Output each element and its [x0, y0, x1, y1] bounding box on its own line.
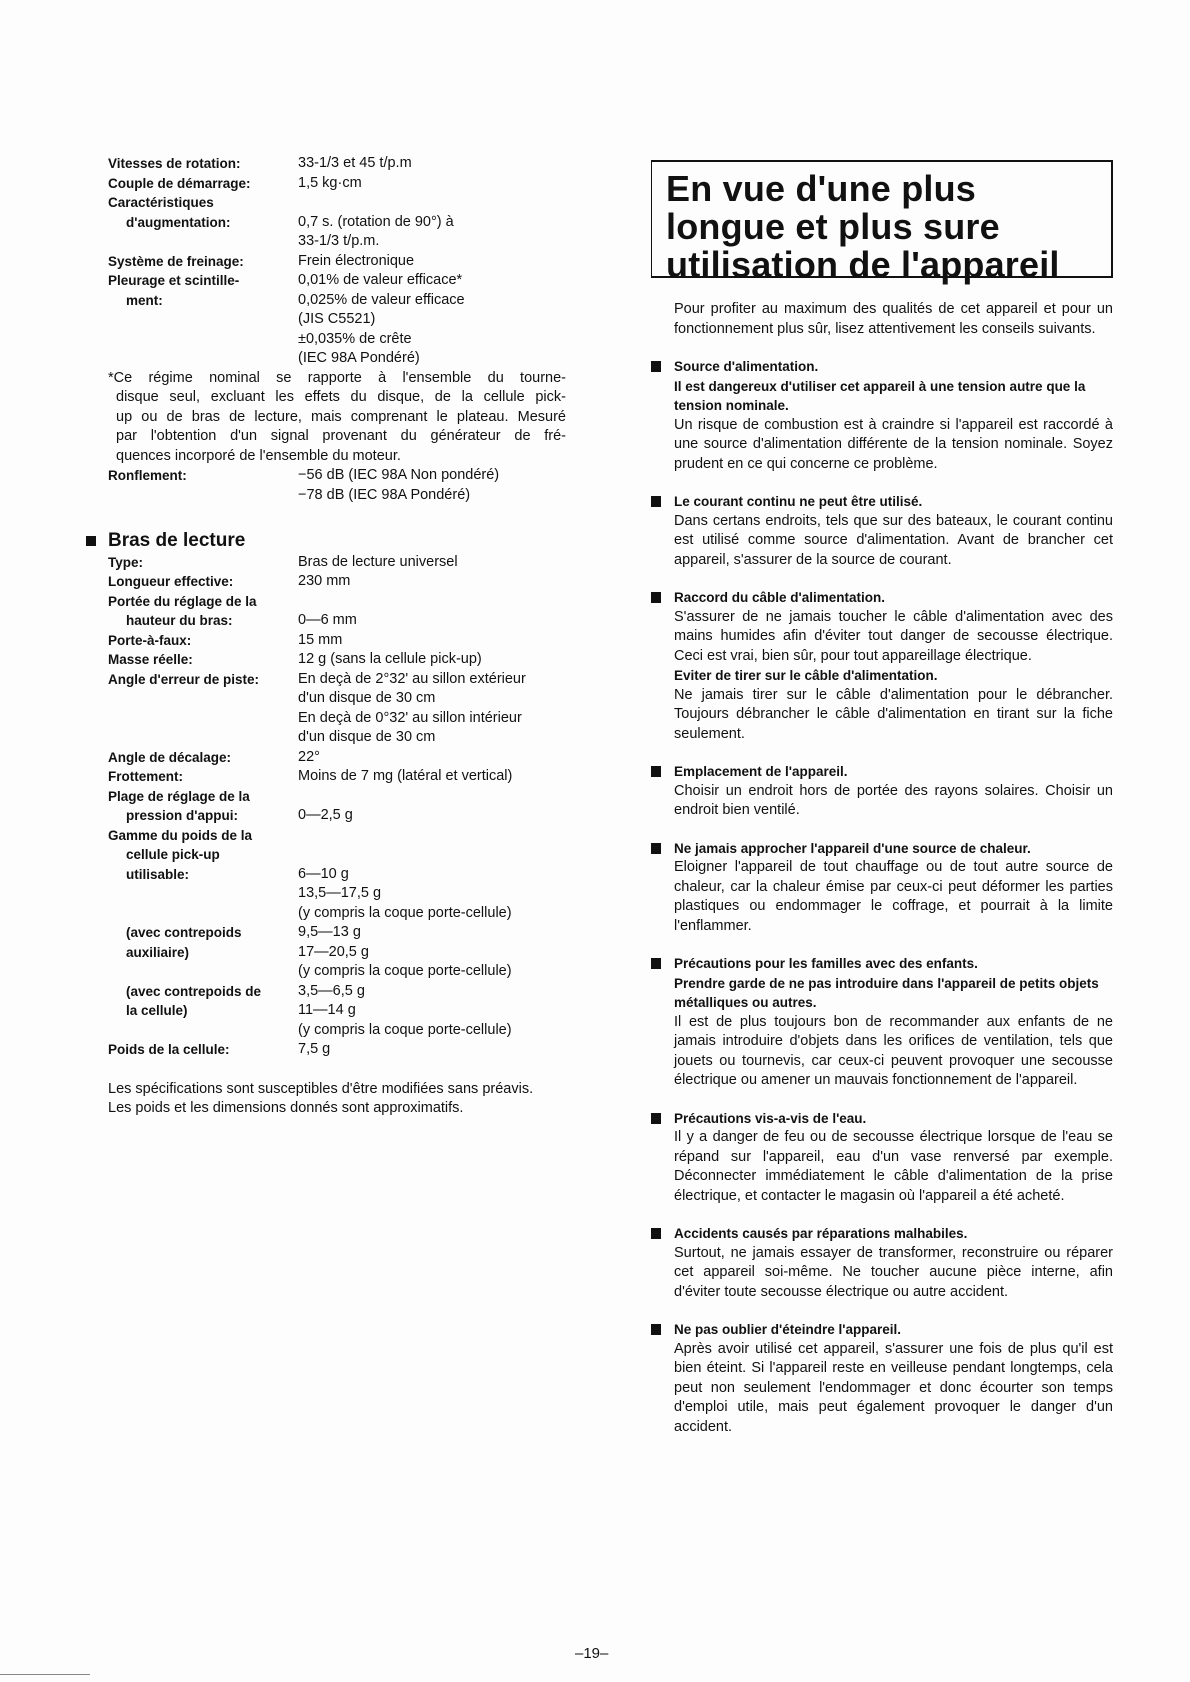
spec-label — [108, 884, 298, 904]
square-bullet-icon — [651, 843, 661, 854]
specifications-column — [108, 154, 566, 1119]
ronflement-row — [108, 466, 566, 486]
spec-value: (JIS C5521) — [298, 311, 376, 327]
square-bullet-icon — [651, 1324, 661, 1335]
safety-item — [651, 492, 1113, 570]
square-bullet-icon — [651, 958, 661, 969]
item-text: S'assurer de ne jamais toucher le câble d'alimentation avec des mains humides afin d'éviter tout danger de secousse électrique. Ceci est vrai, bien sûr, pour tout appareillage électrique. — [674, 608, 1113, 664]
spec-value: 12 g (sans la cellule pick-up) — [298, 651, 482, 667]
spec-label — [108, 232, 298, 252]
spec-label: Caractéristiques — [108, 195, 214, 210]
spec-label: pression d'appui: — [126, 808, 238, 823]
item-text: Dans certans endroits, tels que sur des bateaux, le courant continu est utilisé comme source d'alimentation. Avant de brancher cet appareil, s'assurer de la source de courant. — [674, 512, 1113, 568]
spec-row — [108, 1040, 566, 1060]
spec-value: 3,5—6,5 g — [298, 982, 365, 999]
spec-label: Angle de décalage: — [108, 749, 232, 765]
spec-value — [298, 592, 566, 612]
spec-label: Gamme du poids de la — [108, 827, 253, 843]
item-text: Surtout, ne jamais essayer de transformer, reconstruire ou réparer cet appareil soi-même. Ne toucher aucune pièce interne, afin d'éviter toute secousse électrique ou autre accident. — [674, 1244, 1113, 1300]
item-heading: Raccord du câble d'alimentation. — [674, 590, 886, 605]
item-text: Un risque de combustion est à craindre si l'appareil est raccordé à une source d'alimentation différente de la tension nominale. Soyez prudent en ce qui concerne ce problème. — [674, 416, 1113, 472]
spec-row — [108, 611, 566, 631]
spec-value: ±0,035% de crête — [298, 330, 412, 347]
spec-value: 33-1/3 et 45 t/p.m — [298, 155, 412, 171]
section-heading-bras — [86, 531, 544, 551]
spec-label: ment: — [126, 292, 163, 308]
spec-row — [108, 631, 566, 651]
spec-label: Portée du réglage de la — [108, 593, 257, 609]
footer-note: Les poids et les dimensions donnés sont approximatifs. — [108, 1100, 464, 1116]
square-bullet-icon — [651, 1113, 661, 1124]
footer-note: Les spécifications sont susceptibles d'être modifiées sans préavis. — [108, 1080, 534, 1097]
spec-value — [298, 787, 566, 807]
item-text: Il y a danger de feu ou de secousse électrique lorsque de l'eau se répand sur l'appareil, eau d'un vase renversé par exemple. Déconnecter immédiatement le câble d'alimentation de la prise électrique, et contacter le magasin où l'appareil a été acheté. — [674, 1129, 1113, 1204]
spec-label: Longueur effective: — [108, 574, 234, 589]
spec-label: cellule pick-up — [126, 847, 220, 862]
item-heading: Ne pas oublier d'éteindre l'appareil. — [674, 1322, 901, 1337]
spec-label: utilisable: — [126, 866, 190, 882]
spec-label: Vitesses de rotation: — [108, 156, 241, 171]
spec-row — [108, 330, 566, 350]
spec-row — [108, 232, 566, 252]
spec-label — [108, 310, 298, 330]
spec-value: Frein électronique — [298, 252, 415, 269]
spec-value: 33-1/3 t/p.m. — [298, 233, 380, 249]
spec-label — [108, 689, 298, 709]
item-subheading: Eviter de tirer sur le câble d'alimentation. — [674, 668, 938, 683]
spec-row — [108, 1021, 566, 1041]
item-text: Ne jamais tirer sur le câble d'alimentation pour le débrancher. Toujours débrancher le câble d'alimentation en tirant sur la fiche seulement. — [674, 686, 1113, 742]
spec-row — [108, 709, 566, 729]
safety-item — [651, 357, 1113, 474]
spec-row — [108, 923, 566, 943]
spec-row — [108, 572, 566, 592]
safety-item — [651, 839, 1113, 937]
spec-row — [108, 728, 566, 748]
item-heading: Accidents causés par réparations malhabiles. — [674, 1226, 968, 1241]
spec-value: 7,5 g — [298, 1041, 331, 1057]
item-heading: Emplacement de l'appareil. — [674, 764, 848, 779]
spec-label: Porte-à-faux: — [108, 632, 192, 648]
item-heading: Précautions vis-a-vis de l'eau. — [674, 1110, 867, 1126]
spec-label: Ronflement: — [108, 468, 187, 483]
spec-label: (avec contrepoids de — [126, 983, 262, 999]
spec-label: auxiliaire) — [126, 944, 190, 960]
item-text: Il est de plus toujours bon de recommander aux enfants de ne jamais introduire d'objets dans les orifices de ventilation, tels que jouets ou tournevis, car ceux-ci peuvent provoquer une secousse électrique ou amener un mauvais fonctionnement de l'appareil. — [674, 1013, 1113, 1088]
spec-label — [108, 709, 298, 729]
spec-value: 17—20,5 g — [298, 943, 369, 960]
item-heading: Source d'alimentation. — [674, 359, 819, 374]
spec-value: (IEC 98A Pondéré) — [298, 350, 420, 366]
safety-item — [651, 1109, 1113, 1207]
footnote-line: up ou de bras de lecture, mais comprenant le plateau. Mesuré — [116, 408, 566, 425]
spec-label — [108, 330, 298, 350]
spec-value: 0,025% de valeur efficace — [298, 291, 465, 308]
footer-notes — [108, 1080, 566, 1119]
item-subheading: Il est dangereux d'utiliser cet appareil à une tension autre que la tension nominale. — [674, 378, 1086, 413]
spec-row — [108, 592, 566, 612]
spec-value: d'un disque de 30 cm — [298, 690, 436, 706]
spec-row — [108, 650, 566, 670]
spec-value: d'un disque de 30 cm — [298, 729, 436, 745]
spec-label — [108, 904, 298, 924]
item-heading: Précautions pour les familles avec des enfants. — [674, 956, 978, 971]
spec-row — [108, 252, 566, 272]
spec-row — [108, 806, 566, 826]
spec-value: En deçà de 2°32' au sillon extérieur — [298, 670, 526, 687]
spec-value: 1,5 kg·cm — [298, 174, 362, 191]
spec-value: 0—2,5 g — [298, 807, 353, 823]
spec-row — [108, 982, 566, 1002]
spec-row — [108, 962, 566, 982]
item-subheading: Prendre garde de ne pas introduire dans l'appareil de petits objets métalliques ou autres. — [674, 975, 1099, 1010]
page-title: En vue d'une plus longue et plus sure utilisation de l'appareil — [666, 168, 1060, 285]
spec-label: Frottement: — [108, 769, 183, 784]
spec-label: Angle d'erreur de piste: — [108, 671, 259, 687]
section-heading-text: Bras de lecture — [108, 530, 246, 551]
safety-item — [651, 1224, 1113, 1302]
safety-item — [651, 588, 1113, 744]
spec-row — [108, 845, 566, 865]
footnote-line: *Ce régime nominal se rapporte à l'ensemble du tourne- — [108, 369, 566, 386]
title-box — [651, 160, 1113, 285]
bras-specs — [108, 553, 566, 1060]
spec-row — [108, 553, 566, 573]
spec-label: Pleurage et scintille- — [108, 273, 240, 288]
spec-label — [108, 349, 298, 369]
scan-artifact-line — [0, 1674, 90, 1675]
spec-row — [108, 904, 566, 924]
item-text: Eloigner l'appareil de tout chauffage ou de tout autre source de chaleur, car la chaleur émise par ceux-ci peut déformer les parties plastiques ou endommager le coffrage, et pourrait à la limite l'enflammer. — [674, 859, 1113, 934]
spec-label: hauteur du bras: — [126, 613, 233, 628]
safety-column — [651, 160, 1113, 1437]
spec-value: −56 dB (IEC 98A Non pondéré) — [298, 467, 500, 483]
spec-label: Système de freinage: — [108, 253, 244, 269]
spec-value: (y compris la coque porte-cellule) — [298, 1021, 512, 1038]
spec-value: En deçà de 0°32' au sillon intérieur — [298, 709, 522, 726]
spec-row — [108, 787, 566, 807]
spec-row — [108, 689, 566, 709]
square-bullet-icon — [86, 536, 96, 546]
item-heading: Le courant continu ne peut être utilisé. — [674, 494, 923, 509]
safety-item — [651, 762, 1113, 821]
spec-label: Couple de démarrage: — [108, 175, 251, 191]
spec-value: 13,5—17,5 g — [298, 885, 382, 901]
ronflement-row — [108, 486, 566, 506]
spec-label: (avec contrepoids — [126, 925, 242, 940]
spec-label — [108, 486, 298, 506]
spec-value: 6—10 g — [298, 865, 349, 882]
spec-value: 0,01% de valeur efficace* — [298, 272, 463, 288]
spec-value: 0—6 mm — [298, 612, 357, 628]
safety-item — [651, 1320, 1113, 1437]
square-bullet-icon — [651, 766, 661, 777]
spec-value: −78 dB (IEC 98A Pondéré) — [298, 486, 471, 503]
footnote-line: par l'obtention d'un signal provenant du générateur de fré- — [116, 428, 566, 444]
spec-label: Masse réelle: — [108, 652, 193, 667]
spec-value: 11—14 g — [298, 1002, 356, 1018]
spec-label — [108, 728, 298, 748]
square-bullet-icon — [651, 1228, 661, 1239]
spec-label: Type: — [108, 554, 144, 570]
item-text: Choisir un endroit hors de portée des rayons solaires. Choisir un endroit bien ventilé. — [674, 782, 1113, 818]
spec-value: 22° — [298, 748, 320, 765]
spec-value: (y compris la coque porte-cellule) — [298, 904, 512, 921]
specs-top — [108, 154, 566, 369]
square-bullet-icon — [651, 496, 661, 507]
spec-value — [298, 845, 566, 865]
spec-value: 15 mm — [298, 631, 343, 648]
safety-item — [651, 954, 1113, 1091]
spec-label — [108, 1021, 298, 1041]
spec-row — [108, 193, 566, 213]
spec-value: 0,7 s. (rotation de 90°) à — [298, 213, 454, 230]
item-heading: Ne jamais approcher l'appareil d'une source de chaleur. — [674, 840, 1031, 856]
spec-label: d'augmentation: — [126, 214, 231, 230]
spec-row — [108, 826, 566, 846]
spec-row — [108, 767, 566, 787]
intro-paragraph: Pour profiter au maximum des qualités de cet appareil et pour un fonctionnement plus sûr, lisez attentivement les conseils suivants. — [674, 301, 1113, 337]
spec-row — [108, 310, 566, 330]
spec-value — [298, 826, 566, 846]
spec-value: 9,5—13 g — [298, 924, 361, 940]
spec-value: Bras de lecture universel — [298, 553, 458, 570]
spec-row — [108, 748, 566, 768]
footnote — [108, 369, 566, 467]
spec-row — [108, 213, 566, 233]
spec-row — [108, 154, 566, 174]
spec-label — [108, 962, 298, 982]
spec-row — [108, 865, 566, 885]
spec-row — [108, 174, 566, 194]
footnote-line: quences incorporé de l'ensemble du moteur. — [116, 447, 401, 464]
spec-label: la cellule) — [126, 1003, 188, 1018]
square-bullet-icon — [651, 361, 661, 372]
spec-label: Poids de la cellule: — [108, 1042, 230, 1057]
spec-row — [108, 1001, 566, 1021]
spec-value: Moins de 7 mg (latéral et vertical) — [298, 768, 513, 784]
item-text: Après avoir utilisé cet appareil, s'assurer une fois de plus qu'il est bien éteint. Si l'appareil reste en veilleuse pendant longtemps, cela peut non seulement l'endommager et donc écourter son temps d'emploi utile, mais peut également provoquer le danger d'un accident. — [674, 1340, 1113, 1435]
spec-label: Plage de réglage de la — [108, 788, 250, 804]
spec-value: 230 mm — [298, 573, 351, 589]
spec-row — [108, 271, 566, 291]
footnote-line: disque seul, excluant les effets du disque, de la cellule pick- — [116, 389, 566, 405]
spec-value — [298, 193, 566, 213]
spec-row — [108, 291, 566, 311]
square-bullet-icon — [651, 592, 661, 603]
spec-row — [108, 349, 566, 369]
spec-row — [108, 884, 566, 904]
spec-value: (y compris la coque porte-cellule) — [298, 963, 512, 979]
spec-row — [108, 670, 566, 690]
spec-row — [108, 943, 566, 963]
page-number: –19– — [575, 1645, 609, 1662]
